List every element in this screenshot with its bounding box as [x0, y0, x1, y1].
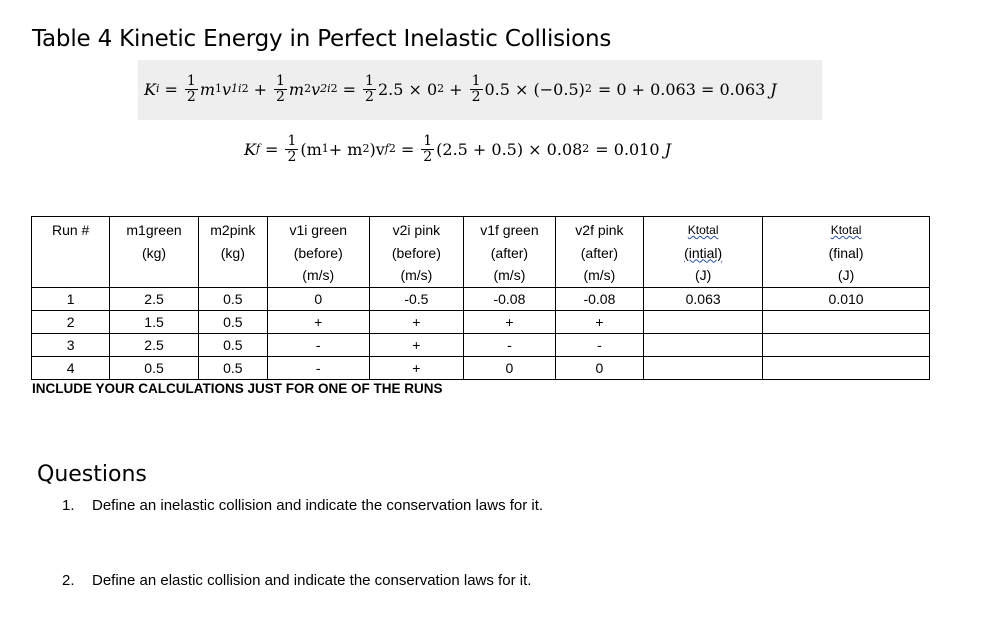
- kf-mass-open: (m: [300, 139, 322, 159]
- header-v1i: v1i green (before) (m/s): [267, 217, 369, 288]
- question-text: Define an inelastic collision and indicate the conservation laws for it.: [92, 497, 544, 514]
- m2-symbol: m: [288, 79, 305, 99]
- initial-kinetic-energy-equation: K i = $\frac{1}{2}$ m 1 v 1i 2 + $\frac{1}{2}$ m 2 v 2i 2 = $\frac{1}{2}$ 2.5 × 0 2 + $\frac{1}{2}$ 0.5 × (−0.5) 2 = 0 + 0.063 = 0.063 J: [144, 72, 777, 105]
- kf-mass-plus: + m: [328, 139, 363, 159]
- questions-heading: Questions: [37, 462, 147, 487]
- table-cell: 3: [32, 334, 110, 357]
- header-m1green: m1green (kg): [110, 217, 198, 288]
- table-cell: +: [555, 311, 643, 334]
- unit-joule: J: [770, 79, 777, 99]
- table-cell: 0.5: [198, 357, 267, 380]
- calculation-instruction: INCLUDE YOUR CALCULATIONS JUST FOR ONE OF THE RUNS: [32, 381, 443, 396]
- table-cell: +: [369, 334, 464, 357]
- half-fraction: $\frac{1}{2}$: [365, 72, 374, 105]
- table-cell: [644, 334, 763, 357]
- table-cell: 0.5: [198, 334, 267, 357]
- question-text: Define an elastic collision and indicate the conservation laws for it.: [92, 572, 532, 589]
- collision-data-table: [31, 216, 930, 380]
- table-cell: 1: [32, 288, 110, 311]
- header-v2f: v2f pink (after) (m/s): [555, 217, 643, 288]
- half-fraction: $\frac{1}{2}$: [423, 132, 433, 165]
- table-cell: -0.08: [464, 288, 556, 311]
- table-cell: 2.5: [110, 334, 198, 357]
- table-row: [32, 288, 930, 311]
- header-ktotal-initial: Ktotal (intial) (J): [644, 217, 763, 288]
- table-cell: 0.5: [110, 357, 198, 380]
- header-v2i: v2i pink (before) (m/s): [369, 217, 464, 288]
- table-cell: 0.5: [198, 311, 267, 334]
- header-run: Run #: [32, 217, 110, 288]
- table-cell: [644, 357, 763, 380]
- kf-value-term: (2.5 + 0.5) × 0.08: [436, 139, 583, 159]
- table-cell: -0.08: [555, 288, 643, 311]
- table-cell: 0.5: [198, 288, 267, 311]
- half-fraction: $\frac{1}{2}$: [186, 72, 196, 105]
- table-cell: 0: [464, 357, 556, 380]
- m1-symbol: m: [199, 79, 215, 99]
- table-cell: +: [369, 357, 464, 380]
- header-m2pink: m2pink (kg): [198, 217, 267, 288]
- table-row: [32, 311, 930, 334]
- table-cell: [763, 334, 930, 357]
- table-cell: 2: [32, 311, 110, 334]
- table-title: Table 4 Kinetic Energy in Perfect Inelastic Collisions: [32, 26, 612, 52]
- table-cell: 1.5: [110, 311, 198, 334]
- v2i-symbol: v: [311, 79, 321, 99]
- ki-value-term2: 0.5 × (−0.5): [484, 79, 585, 99]
- kf-velocity: )v: [369, 139, 385, 159]
- table-cell: -: [555, 334, 643, 357]
- unit-joule: J: [664, 139, 672, 159]
- half-fraction: $\frac{1}{2}$: [287, 132, 297, 165]
- table-cell: [763, 357, 930, 380]
- header-ktotal-final: Ktotal (final) (J): [763, 217, 930, 288]
- table-cell: 2.5: [110, 288, 198, 311]
- ki-symbol: K: [144, 79, 156, 99]
- question-2: [0, 572, 531, 589]
- table-cell: +: [267, 311, 369, 334]
- table-cell: -: [267, 357, 369, 380]
- table-row: [32, 334, 930, 357]
- table-cell: 4: [32, 357, 110, 380]
- table-cell: -: [267, 334, 369, 357]
- header-v1f: v1f green (after) (m/s): [464, 217, 556, 288]
- kf-result: = 0.010: [595, 139, 660, 159]
- table-header-row: [32, 217, 930, 288]
- table-row: [32, 357, 930, 380]
- table-cell: +: [464, 311, 556, 334]
- half-fraction: $\frac{1}{2}$: [471, 72, 481, 105]
- final-kinetic-energy-equation: K f = $\frac{1}{2}$ (m 1 + m 2 )v f 2 = $\frac{1}{2}$ (2.5 + 0.5) × 0.08 2 = 0.010 J: [244, 132, 672, 165]
- question-number: 2.: [62, 572, 75, 589]
- v1i-symbol: v: [221, 79, 232, 99]
- table-cell: +: [369, 311, 464, 334]
- table-cell: 0: [555, 357, 643, 380]
- table-cell: 0: [267, 288, 369, 311]
- question-number: 1.: [62, 497, 75, 514]
- table-cell: 0.010: [763, 288, 930, 311]
- question-1: [0, 497, 543, 514]
- kf-symbol: K: [244, 139, 256, 159]
- table-cell: 0.063: [644, 288, 763, 311]
- half-fraction: $\frac{1}{2}$: [275, 72, 285, 105]
- ki-value-term1: 2.5 × 0: [377, 79, 438, 99]
- table-cell: -: [464, 334, 556, 357]
- table-cell: [763, 311, 930, 334]
- ki-result: = 0 + 0.063 = 0.063: [597, 79, 766, 99]
- table-cell: [644, 311, 763, 334]
- table-cell: -0.5: [369, 288, 464, 311]
